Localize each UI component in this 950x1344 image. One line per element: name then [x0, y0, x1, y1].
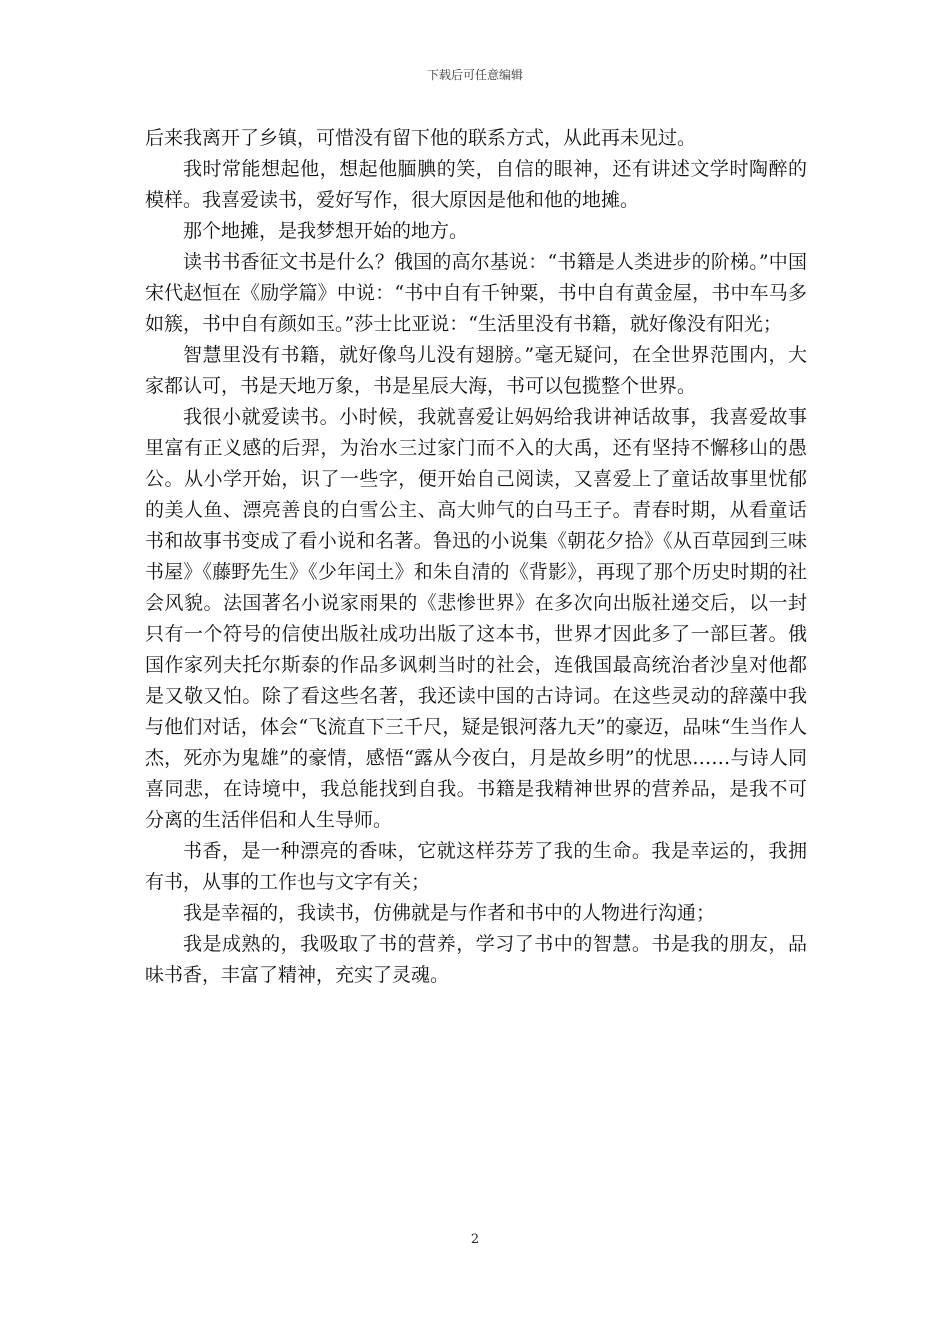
paragraph: 智慧里没有书籍，就好像鸟儿没有翅膀。”毫无疑问，在全世界范围内，大家都认可，书是天地万象，书是星辰大海，书可以包揽整个世界。: [145, 344, 807, 397]
page-number: 2: [470, 1232, 480, 1247]
paragraph: 我是成熟的，我吸取了书的营养，学习了书中的智慧。书是我的朋友，品味书香，丰富了精神，充实了灵魂。: [145, 933, 807, 986]
paragraph: 书香，是一种漂亮的香味，它就这样芬芳了我的生命。我是幸运的，我拥有书，从事的工作也与文字有关；: [145, 840, 807, 893]
paragraph: 那个地摊，是我梦想开始的地方。: [183, 220, 469, 242]
paragraph: 我很小就爱读书。小时候，我就喜爱让妈妈给我讲神话故事，我喜爱故事里富有正义感的后羿，为治水三过家门而不入的大禹，还有坚持不懈移山的愚公。从小学开始，识了一些字，便开始自己阅读，又喜爱上了童话故事里忧郁的美人鱼、漂亮善良的白雪公主、高大帅气的白马王子。青春时期，从看童话书和故事书变成了看小说和名著。鲁迅的小说集《朝花夕拾》《从百草园到三味书屋》《藤野先生》《少年闰土》和朱自清的《背影》，再现了那个历史时期的社会风貌。法国著名小说家雨果的《悲惨世界》在多次向出版社递交后，以一封只有一个符号的信使出版社成功出版了这本书，世界才因此多了一部巨著。俄国作家列夫托尔斯泰的作品多讽刺当时的社会，连俄国最高统治者沙皇对他都是又敬又怕。除了看这些名著，我还读中国的古诗词。在这些灵动的辞藻中我与他们对话，体会“飞流直下三千尺，疑是银河落九天”的豪迈，品味“生当作人杰，死亦为鬼雄”的豪情，感悟“露从今夜白，月是故乡明”的忧思……与诗人同喜同悲，在诗境中，我总能找到自我。书籍是我精神世界的营养品，是我不可分离的生活伴侣和人生导师。: [145, 406, 807, 831]
paragraph: 读书书香征文书是什么？俄国的高尔基说：“书籍是人类进步的阶梯。”中国宋代赵恒在《励学篇》中说：“书中自有千钟粟，书中自有黄金屋，书中车马多如簇，书中自有颜如玉。”莎士比亚说：“生活里没有书籍，就好像没有阳光；: [145, 251, 807, 335]
paragraph: 后来我离开了乡镇，可惜没有留下他的联系方式，从此再未见过。: [145, 127, 697, 149]
paragraph: 我时常能想起他，想起他腼腆的笑，自信的眼神，还有讲述文学时陶醉的模样。我喜爱读书，爱好写作，很大原因是他和他的地摊。: [145, 158, 807, 211]
page-header: 下载后可任意编辑: [426, 68, 523, 82]
document-body: [145, 123, 807, 991]
paragraph: 我是幸福的，我读书，仿佛就是与作者和书中的人物进行沟通；: [183, 902, 716, 924]
